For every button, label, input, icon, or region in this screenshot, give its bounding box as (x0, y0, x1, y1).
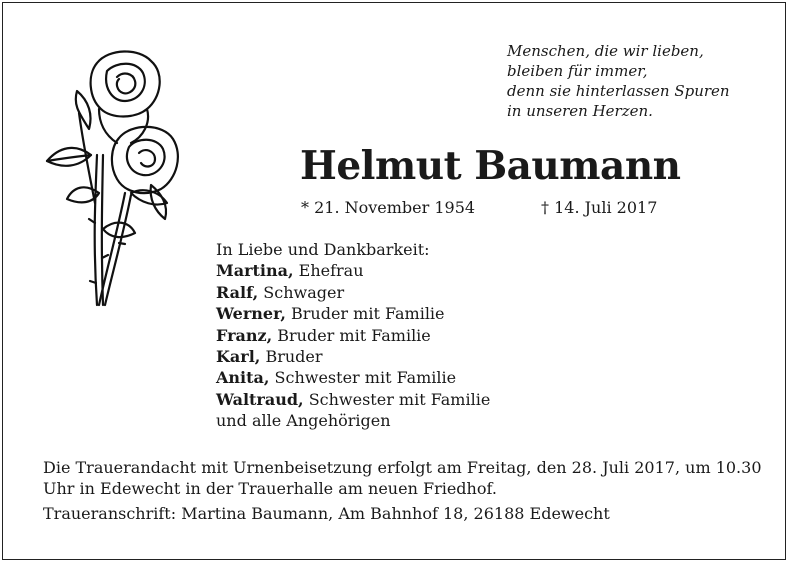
list-item (216, 303, 536, 324)
mourner-relation: Bruder (260, 347, 323, 367)
memorial-quote (507, 41, 777, 121)
condolence-address: Traueranschrift: Martina Baumann, Am Bahnhof 18, 26188 Edewecht (43, 504, 610, 523)
mourner-name: Martina, (216, 261, 294, 281)
deceased-name: Helmut Baumann (300, 143, 681, 189)
service-info: Die Trauerandacht mit Urnenbeisetzung erfolgt am Freitag, den 28. Juli 2017, um 10.30 Uhr in Edewecht in der Trauerhalle am neuen Friedhof. (43, 458, 762, 498)
obituary-notice (2, 2, 786, 560)
list-item (216, 282, 536, 303)
quote-line: in unseren Herzen. (507, 102, 653, 120)
mourner-relation: Schwester mit Familie (269, 368, 457, 388)
quote-line: denn sie hinterlassen Spuren (507, 82, 730, 100)
mourner-relation: Schwester mit Familie (303, 389, 491, 409)
list-item (216, 260, 536, 281)
list-item (216, 346, 536, 367)
list-item (216, 389, 536, 410)
mourners-intro: In Liebe und Dankbarkeit: (216, 240, 430, 259)
mourner-name: Ralf, (216, 282, 259, 302)
mourners-list (216, 239, 536, 432)
mourner-name: Waltraud, (216, 389, 304, 409)
death-date: † 14. Juli 2017 (541, 198, 658, 217)
mourner-relation: Ehefrau (293, 261, 364, 281)
quote-line: bleiben für immer, (507, 62, 648, 80)
mourners-outro: und alle Angehörigen (216, 411, 391, 431)
mourner-name: Anita, (216, 368, 270, 388)
mourner-name: Franz, (216, 325, 273, 345)
list-item (216, 325, 536, 346)
mourner-relation: Bruder mit Familie (272, 325, 431, 345)
mourner-relation: Schwager (258, 282, 345, 302)
mourner-name: Karl, (216, 347, 261, 367)
quote-line: Menschen, die wir lieben, (507, 42, 704, 60)
mourner-name: Werner, (216, 304, 286, 324)
roses-illustration-icon (39, 43, 189, 328)
mourner-relation: Bruder mit Familie (285, 304, 445, 324)
life-dates (301, 198, 671, 220)
list-item (216, 367, 536, 388)
birth-date: * 21. November 1954 (301, 198, 476, 217)
